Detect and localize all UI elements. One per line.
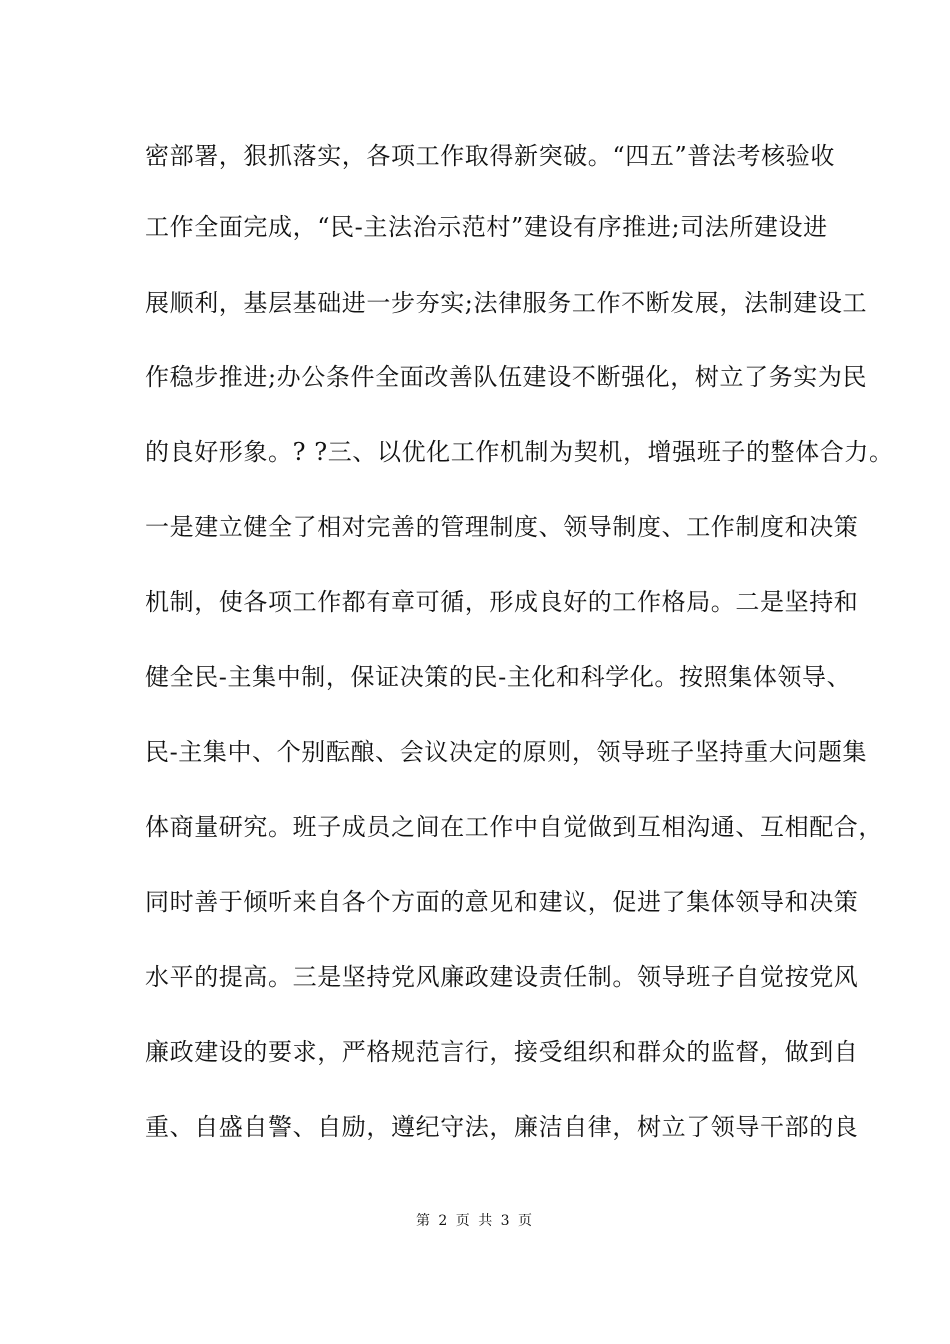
body-text-line: 的良好形象。? ?三、以优化工作机制为契机，增强班子的整体合力。 — [145, 438, 894, 466]
body-text-line: 一是建立健全了相对完善的管理制度、领导制度、工作制度和决策 — [145, 513, 859, 541]
body-text-line: 工作全面完成，“民-主法治示范村”建设有序推进;司法所建设进 — [145, 213, 828, 241]
body-text-line: 同时善于倾听来自各个方面的意见和建议，促进了集体领导和决策 — [145, 888, 859, 916]
page-footer: 第 2 页 共 3 页 — [415, 1213, 535, 1229]
body-text-line: 机制，使各项工作都有章可循，形成良好的工作格局。二是坚持和 — [145, 588, 859, 616]
body-text-line: 重、自盛自警、自励，遵纪守法，廉洁自律，树立了领导干部的良 — [145, 1113, 859, 1141]
body-text-line: 水平的提高。三是坚持党风廉政建设责任制。领导班子自觉按党风 — [145, 963, 859, 991]
body-text-line: 民-主集中、个别酝酿、会议决定的原则，领导班子坚持重大问题集 — [145, 738, 868, 766]
body-text-line: 展顺利，基层基础进一步夯实;法律服务工作不断发展，法制建设工 — [145, 289, 868, 317]
body-text-line: 密部署，狠抓落实，各项工作取得新突破。“四五”普法考核验收 — [145, 142, 835, 170]
body-text-line: 廉政建设的要求，严格规范言行，接受组织和群众的监督，做到自 — [145, 1038, 859, 1066]
body-text-line: 作稳步推进;办公条件全面改善队伍建设不断强化，树立了务实为民 — [145, 363, 868, 391]
body-text-line: 健全民-主集中制，保证决策的民-主化和科学化。按照集体领导、 — [145, 663, 852, 691]
body-text-line: 体商量研究。班子成员之间在工作中自觉做到互相沟通、互相配合， — [145, 813, 883, 841]
